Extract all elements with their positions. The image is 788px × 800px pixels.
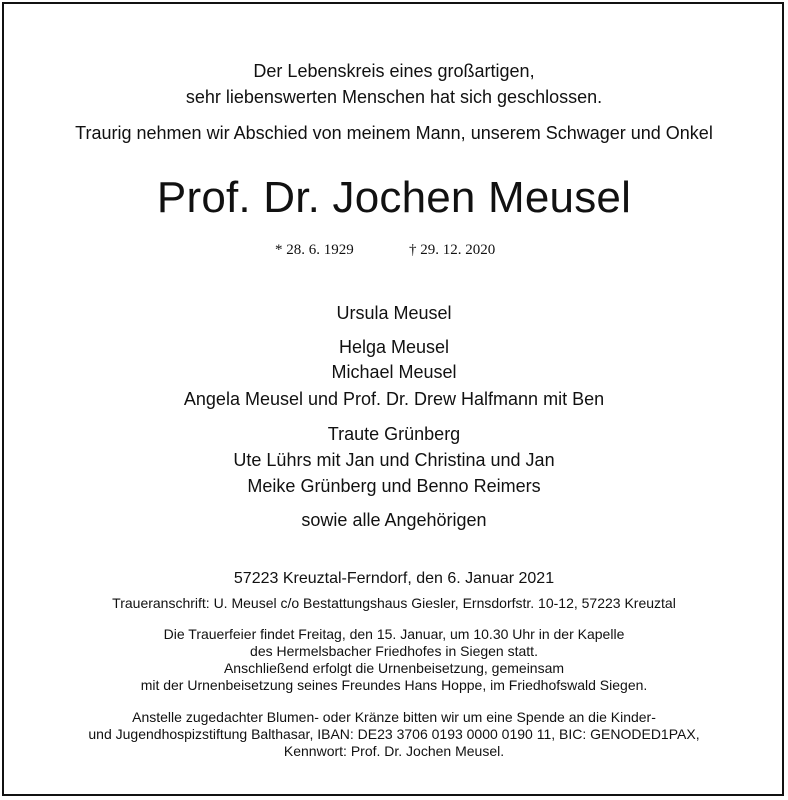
mourner-line: Angela Meusel und Prof. Dr. Drew Halfmann mit Ben: [183, 389, 605, 409]
donation-info-line: und Jugendhospizstiftung Balthasar, IBAN: DE23 3706 0193 0000 0190 11, BIC: GENODED1PAX,: [88, 726, 700, 742]
funeral-info-line: des Hermelsbacher Friedhofes in Siegen statt.: [250, 643, 538, 659]
intro-line-3: Traurig nehmen wir Abschied von meinem Mann, unserem Schwager und Onkel: [75, 123, 713, 143]
mourning-address: Traueranschrift: U. Meusel c/o Bestattungshaus Giesler, Ernsdorfstr. 10-12, 57223 Kreuztal: [112, 595, 676, 611]
donation-info-line: Kennwort: Prof. Dr. Jochen Meusel.: [283, 743, 505, 759]
intro-line-1: Der Lebenskreis eines großartigen,: [253, 61, 535, 81]
mourner-line: Meike Grünberg und Benno Reimers: [247, 476, 541, 496]
intro-line-2: sehr liebenswerten Menschen hat sich geschlossen.: [185, 87, 603, 107]
mourner-line: sowie alle Angehörigen: [301, 510, 487, 530]
mourner-line: Ursula Meusel: [336, 303, 452, 323]
funeral-info-line: Die Trauerfeier findet Freitag, den 15. Januar, um 10.30 Uhr in der Kapelle: [163, 626, 625, 642]
birth-date: * 28. 6. 1929: [275, 242, 354, 258]
death-date: † 29. 12. 2020: [409, 242, 496, 258]
mourner-line: Helga Meusel: [338, 337, 450, 357]
mourner-line: Ute Lührs mit Jan und Christina und Jan: [233, 450, 555, 470]
deceased-name: Prof. Dr. Jochen Meusel: [156, 173, 632, 222]
funeral-info-line: Anschließend erfolgt die Urnenbeisetzung, gemeinsam: [223, 660, 565, 676]
funeral-info-line: mit der Urnenbeisetzung seines Freundes Hans Hoppe, im Friedhofswald Siegen.: [140, 677, 648, 693]
mourner-line: Traute Grünberg: [327, 424, 461, 444]
place-and-date: 57223 Kreuztal-Ferndorf, den 6. Januar 2021: [233, 570, 555, 587]
mourner-line: Michael Meusel: [331, 362, 457, 382]
donation-info-line: Anstelle zugedachter Blumen- oder Kränze bitten wir um eine Spende an die Kinder-: [132, 709, 656, 725]
